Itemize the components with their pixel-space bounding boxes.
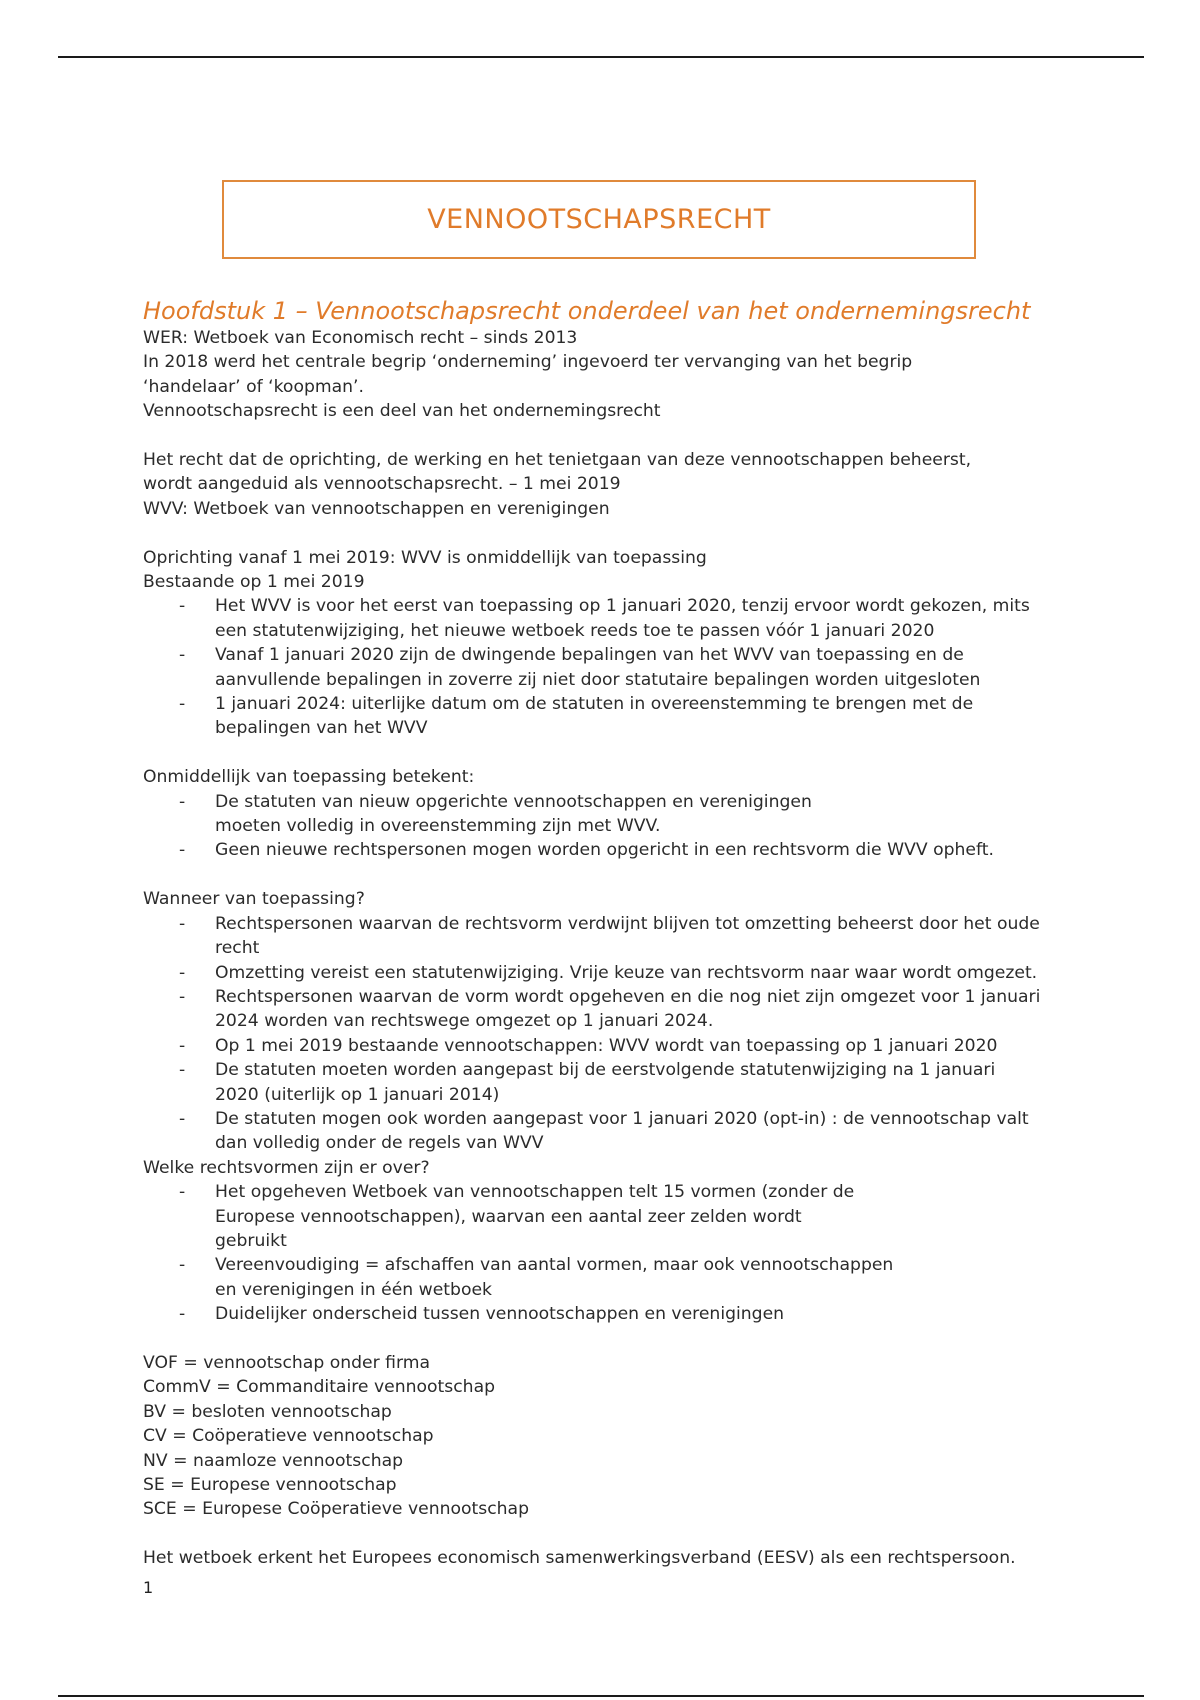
- founding-list: [143, 594, 1063, 740]
- list-item: - Het WVV is voor het eerst van toepassing op 1 januari 2020, tenzij ervoor wordt gekozen, mits een statutenwijziging, het nieuwe wetboek reeds toe te passen vóór 1 januari 2020: [215, 594, 1035, 643]
- abbreviation-line: NV = naamloze vennootschap: [143, 1450, 404, 1471]
- page-number: 1: [143, 1578, 154, 1597]
- list-item: - Rechtspersonen waarvan de rechtsvorm verdwijnt blijven tot omzetting beheerst door het oude recht: [215, 912, 1065, 961]
- when-list: [143, 912, 1063, 1156]
- list-item: - Het opgeheven Wetboek van vennootschappen telt 15 vormen (zonder de Europese vennootschappen), waarvan een aantal zeer zelden wordt gebruikt: [215, 1180, 865, 1253]
- top-rule: [58, 56, 1144, 58]
- list-item: - 1 januari 2024: uiterlijke datum om de statuten in overeenstemming te brengen met de bepalingen van het WVV: [215, 692, 1045, 741]
- abbreviation-line: CV = Coöperatieve vennootschap: [143, 1426, 434, 1447]
- list-item: - Vanaf 1 januari 2020 zijn de dwingende bepalingen van het WVV van toepassing en de aanvullende bepalingen in zoverre zij niet door statutaire bepalingen worden uitgesloten: [215, 643, 1045, 692]
- list-item: - De statuten moeten worden aangepast bij de eerstvolgende statutenwijziging na 1 januari 2020 (uiterlijk op 1 januari 2014): [215, 1058, 1025, 1107]
- list-item: - De statuten van nieuw opgerichte vennootschappen en verenigingen moeten volledig in overeenstemming zijn met WVV.: [215, 790, 855, 839]
- list-item: - Op 1 mei 2019 bestaande vennootschappen: WVV wordt van toepassing op 1 januari 2020: [215, 1034, 1065, 1058]
- list-item: - Geen nieuwe rechtspersonen mogen worden opgericht in een rechtsvorm die WVV opheft.: [215, 838, 1045, 862]
- founding-line: Bestaande op 1 mei 2019: [143, 572, 365, 593]
- list-item: - Rechtspersonen waarvan de vorm wordt opgeheven en die nog niet zijn omgezet voor 1 januari 2024 worden van rechtswege omgezet op 1 januari 2024.: [215, 985, 1065, 1034]
- list-item: - Omzetting vereist een statutenwijziging. Vrije keuze van rechtsvorm naar waar wordt omgezet.: [215, 961, 1065, 985]
- forms-list: [143, 1180, 1063, 1326]
- document-title: VENNOOTSCHAPSRECHT: [427, 204, 771, 235]
- title-box: [222, 180, 976, 259]
- section-heading: Onmiddellijk van toepassing betekent:: [143, 767, 475, 788]
- intro-line: WER: Wetboek van Economisch recht – sinds 2013: [143, 328, 578, 348]
- section-heading: Wanneer van toepassing?: [143, 889, 365, 910]
- list-item: - Duidelijker onderscheid tussen vennootschappen en verenigingen: [215, 1302, 1045, 1326]
- bottom-rule: [58, 1695, 1144, 1697]
- definition-line: Het recht dat de oprichting, de werking en het tenietgaan van deze vennootschappen beheerst, wordt aangeduid als vennootschapsrecht. – 1 mei 2019: [143, 450, 972, 495]
- intro-line: Vennootschapsrecht is een deel van het ondernemingsrecht: [143, 401, 661, 422]
- abbreviation-line: VOF = vennootschap onder firma: [143, 1352, 430, 1373]
- abbreviation-line: BV = besloten vennootschap: [143, 1401, 392, 1422]
- abbreviation-line: SCE = Europese Coöperatieve vennootschap: [143, 1499, 529, 1520]
- founding-line: Oprichting vanaf 1 mei 2019: WVV is onmiddellijk van toepassing: [143, 547, 707, 568]
- immediate-list: [143, 790, 1063, 863]
- closing-line: Het wetboek erkent het Europees economisch samenwerkingsverband (EESV) als een rechtspersoon.: [143, 1548, 1016, 1569]
- intro-line: In 2018 werd het centrale begrip ‘onderneming’ ingevoerd ter vervanging van het begrip ‘handelaar’ of ‘koopman’.: [143, 352, 913, 397]
- abbreviation-line: CommV = Commanditaire vennootschap: [143, 1377, 496, 1398]
- list-item: - De statuten mogen ook worden aangepast voor 1 januari 2020 (opt-in) : de vennootschap valt dan volledig onder de regels van WVV: [215, 1107, 1035, 1156]
- chapter-heading: Hoofdstuk 1 – Vennootschapsrecht onderdeel van het ondernemingsrecht: [143, 297, 1031, 325]
- list-item: - Vereenvoudiging = afschaffen van aantal vormen, maar ook vennootschappen en verenigingen in één wetboek: [215, 1253, 905, 1302]
- section-heading: Welke rechtsvormen zijn er over?: [143, 1157, 430, 1178]
- definition-line: WVV: Wetboek van vennootschappen en verenigingen: [143, 498, 610, 519]
- abbreviation-line: SE = Europese vennootschap: [143, 1475, 397, 1496]
- document-body: [143, 294, 1063, 1571]
